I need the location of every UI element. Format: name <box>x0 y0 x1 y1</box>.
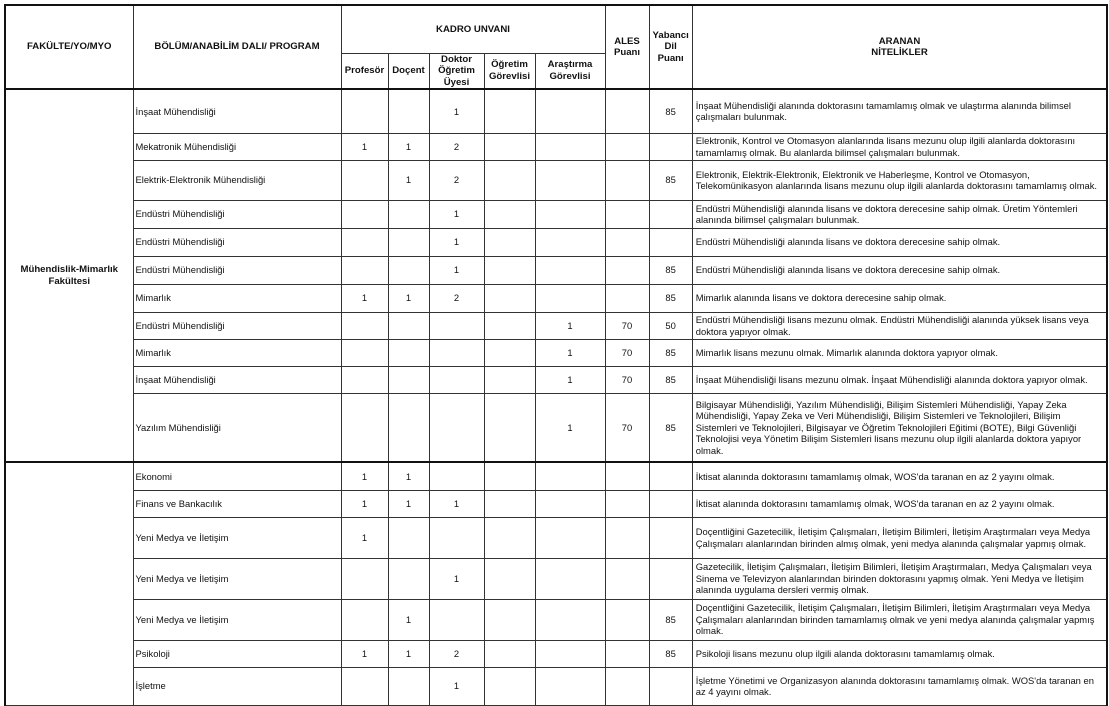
table-row <box>5 228 1107 256</box>
header-arastirma-gorevlisi: Araştırma Görevlisi <box>535 53 605 89</box>
program-cell: Psikoloji <box>133 640 341 667</box>
arastirma-gorevlisi-cell <box>535 667 605 705</box>
docent-cell <box>388 667 429 705</box>
table-row <box>5 284 1107 312</box>
ogretim-gorevlisi-cell <box>484 599 535 640</box>
table-row <box>5 490 1107 517</box>
header-aranan-nitelikler: ARANAN NİTELİKLER <box>692 5 1107 89</box>
aranan-nitelikler-cell: Elektronik, Elektrik-Elektronik, Elektronik ve Haberleşme, Kontrol ve Otomasyon, Telekomünikasyon alanlarında lisans mezunu olup ilgili alanlarda doktorasını tamamlamış olmak. <box>692 160 1107 200</box>
yabanci-dil-cell: 85 <box>649 599 692 640</box>
docent-cell <box>388 312 429 339</box>
ales-cell <box>605 284 649 312</box>
doktor-ogretim-uyesi-cell: 2 <box>429 284 484 312</box>
yabanci-dil-cell: 85 <box>649 89 692 133</box>
header-doktor-ogretim-uyesi: Doktor Öğretim Üyesi <box>429 53 484 89</box>
program-cell: Yeni Medya ve İletişim <box>133 558 341 599</box>
arastirma-gorevlisi-cell <box>535 160 605 200</box>
program-cell: Yeni Medya ve İletişim <box>133 517 341 558</box>
yabanci-dil-cell <box>649 517 692 558</box>
ales-cell <box>605 558 649 599</box>
doktor-ogretim-uyesi-cell <box>429 393 484 462</box>
yabanci-dil-cell: 50 <box>649 312 692 339</box>
ales-cell <box>605 517 649 558</box>
profesor-cell <box>341 599 388 640</box>
arastirma-gorevlisi-cell <box>535 89 605 133</box>
profesor-cell <box>341 256 388 284</box>
doktor-ogretim-uyesi-cell: 1 <box>429 667 484 705</box>
table-row <box>5 517 1107 558</box>
table-row <box>5 256 1107 284</box>
yabanci-dil-cell: 85 <box>649 256 692 284</box>
ales-cell: 70 <box>605 393 649 462</box>
aranan-nitelikler-cell: Mimarlık alanında lisans ve doktora derecesine sahip olmak. <box>692 284 1107 312</box>
doktor-ogretim-uyesi-cell <box>429 366 484 393</box>
ogretim-gorevlisi-cell <box>484 393 535 462</box>
ogretim-gorevlisi-cell <box>484 339 535 366</box>
ales-cell <box>605 667 649 705</box>
aranan-nitelikler-cell: Elektronik, Kontrol ve Otomasyon alanlarında lisans mezunu olup ilgili alanlarda doktorasını tamamlamış olmak. Bu alanlarda bilimsel çalışmaları bulunmak. <box>692 133 1107 160</box>
ales-cell <box>605 200 649 228</box>
doktor-ogretim-uyesi-cell: 1 <box>429 256 484 284</box>
header-ogretim-gorevlisi: Öğretim Görevlisi <box>484 53 535 89</box>
table-row <box>5 160 1107 200</box>
arastirma-gorevlisi-cell: 1 <box>535 312 605 339</box>
ogretim-gorevlisi-cell <box>484 366 535 393</box>
program-cell: İnşaat Mühendisliği <box>133 366 341 393</box>
table-row <box>5 133 1107 160</box>
program-cell: Elektrik-Elektronik Mühendisliği <box>133 160 341 200</box>
docent-cell: 1 <box>388 490 429 517</box>
ogretim-gorevlisi-cell <box>484 640 535 667</box>
doktor-ogretim-uyesi-cell: 1 <box>429 89 484 133</box>
table-row <box>5 366 1107 393</box>
profesor-cell <box>341 89 388 133</box>
yabanci-dil-cell: 85 <box>649 366 692 393</box>
aranan-nitelikler-cell: Doçentliğini Gazetecilik, İletişim Çalışmaları, İletişim Bilimleri, İletişim Araştırmaları veya Medya Çalışmaları alanlarından birinden almış olmak, yeni medya alanında çalışmalar yapmış olmak. <box>692 517 1107 558</box>
program-cell: Endüstri Mühendisliği <box>133 256 341 284</box>
aranan-nitelikler-cell: Endüstri Mühendisliği lisans mezunu olmak. Endüstri Mühendisliği alanında yüksek lisans veya doktora yapıyor olmak. <box>692 312 1107 339</box>
aranan-nitelikler-cell: İktisat alanında doktorasını tamamlamış olmak, WOS'da taranan en az 2 yayını olmak. <box>692 462 1107 490</box>
aranan-nitelikler-cell: Endüstri Mühendisliği alanında lisans ve doktora derecesine sahip olmak. Üretim Yöntemleri alanında bilimsel çalışmaları bulunmak. <box>692 200 1107 228</box>
table-row <box>5 312 1107 339</box>
header-yabanci-dil: Yabancı Dil Puanı <box>649 5 692 89</box>
aranan-nitelikler-cell: İnşaat Mühendisliği alanında doktorasını tamamlamış olmak ve ulaştırma alanında bilimsel çalışmaları bulunmak. <box>692 89 1107 133</box>
aranan-nitelikler-cell: Doçentliğini Gazetecilik, İletişim Çalışmaları, İletişim Bilimleri, İletişim Araştırmaları veya Medya Çalışmaları alanlarından birinden tamamlamış olmak ve yeni medya alanında çalışmalar yapmış olmak. <box>692 599 1107 640</box>
arastirma-gorevlisi-cell <box>535 228 605 256</box>
table-row <box>5 339 1107 366</box>
ogretim-gorevlisi-cell <box>484 256 535 284</box>
doktor-ogretim-uyesi-cell: 1 <box>429 200 484 228</box>
profesor-cell <box>341 228 388 256</box>
doktor-ogretim-uyesi-cell <box>429 599 484 640</box>
doktor-ogretim-uyesi-cell: 2 <box>429 640 484 667</box>
table-row <box>5 558 1107 599</box>
docent-cell: 1 <box>388 599 429 640</box>
docent-cell <box>388 366 429 393</box>
aranan-nitelikler-cell: Gazetecilik, İletişim Çalışmaları, İletişim Bilimleri, İletişim Araştırmaları, Medya Çalışmaları veya Sinema ve Televizyon alanlarından birinden doktorasını yapmış olmak. Yeni Medya ve İletişim alanında uygulama dersleri vermiş olmak. <box>692 558 1107 599</box>
doktor-ogretim-uyesi-cell <box>429 517 484 558</box>
arastirma-gorevlisi-cell: 1 <box>535 366 605 393</box>
docent-cell <box>388 200 429 228</box>
header-faculty: FAKÜLTE/YO/MYO <box>5 5 133 89</box>
faculty-cell: Mühendislik-Mimarlık Fakültesi <box>5 89 133 462</box>
docent-cell: 1 <box>388 284 429 312</box>
profesor-cell: 1 <box>341 640 388 667</box>
yabanci-dil-cell <box>649 667 692 705</box>
arastirma-gorevlisi-cell <box>535 133 605 160</box>
table-row <box>5 462 1107 490</box>
table-row <box>5 599 1107 640</box>
arastirma-gorevlisi-cell <box>535 256 605 284</box>
table-row <box>5 200 1107 228</box>
ogretim-gorevlisi-cell <box>484 200 535 228</box>
ogretim-gorevlisi-cell <box>484 312 535 339</box>
arastirma-gorevlisi-cell <box>535 558 605 599</box>
ales-cell <box>605 599 649 640</box>
profesor-cell: 1 <box>341 517 388 558</box>
ales-cell <box>605 490 649 517</box>
header-kadro-unvani: KADRO UNVANI <box>341 5 605 53</box>
aranan-nitelikler-cell: İktisat alanında doktorasını tamamlamış olmak, WOS'da taranan en az 2 yayını olmak. <box>692 490 1107 517</box>
aranan-nitelikler-cell: İşletme Yönetimi ve Organizasyon alanında doktorasını tamamlamış olmak. WOS'da taranan en az 4 yayını olmak. <box>692 667 1107 705</box>
ales-cell: 70 <box>605 312 649 339</box>
ales-cell <box>605 133 649 160</box>
yabanci-dil-cell: 85 <box>649 339 692 366</box>
arastirma-gorevlisi-cell <box>535 462 605 490</box>
docent-cell <box>388 517 429 558</box>
docent-cell <box>388 89 429 133</box>
docent-cell: 1 <box>388 462 429 490</box>
program-cell: Yeni Medya ve İletişim <box>133 599 341 640</box>
profesor-cell <box>341 558 388 599</box>
table-row <box>5 640 1107 667</box>
doktor-ogretim-uyesi-cell <box>429 462 484 490</box>
program-cell: Mimarlık <box>133 339 341 366</box>
aranan-nitelikler-cell: Mimarlık lisans mezunu olmak. Mimarlık alanında doktora yapıyor olmak. <box>692 339 1107 366</box>
profesor-cell <box>341 312 388 339</box>
staff-positions-table <box>4 4 1108 706</box>
ogretim-gorevlisi-cell <box>484 667 535 705</box>
yabanci-dil-cell <box>649 558 692 599</box>
profesor-cell: 1 <box>341 490 388 517</box>
ales-cell: 70 <box>605 339 649 366</box>
arastirma-gorevlisi-cell <box>535 517 605 558</box>
docent-cell: 1 <box>388 133 429 160</box>
program-cell: Endüstri Mühendisliği <box>133 312 341 339</box>
table-row <box>5 667 1107 705</box>
ales-cell: 70 <box>605 366 649 393</box>
header-program: BÖLÜM/ANABİLİM DALI/ PROGRAM <box>133 5 341 89</box>
ales-cell <box>605 160 649 200</box>
arastirma-gorevlisi-cell <box>535 284 605 312</box>
docent-cell: 1 <box>388 160 429 200</box>
arastirma-gorevlisi-cell: 1 <box>535 339 605 366</box>
aranan-nitelikler-cell: Endüstri Mühendisliği alanında lisans ve doktora derecesine sahip olmak. <box>692 228 1107 256</box>
program-cell: İşletme <box>133 667 341 705</box>
ales-cell <box>605 89 649 133</box>
profesor-cell <box>341 160 388 200</box>
ogretim-gorevlisi-cell <box>484 517 535 558</box>
ogretim-gorevlisi-cell <box>484 133 535 160</box>
aranan-nitelikler-cell: İnşaat Mühendisliği lisans mezunu olmak. İnşaat Mühendisliği alanında doktora yapıyor olmak. <box>692 366 1107 393</box>
yabanci-dil-cell: 85 <box>649 160 692 200</box>
ales-cell <box>605 462 649 490</box>
profesor-cell: 1 <box>341 462 388 490</box>
profesor-cell <box>341 393 388 462</box>
ogretim-gorevlisi-cell <box>484 558 535 599</box>
profesor-cell <box>341 366 388 393</box>
profesor-cell <box>341 339 388 366</box>
table-body <box>5 89 1107 705</box>
arastirma-gorevlisi-cell <box>535 599 605 640</box>
docent-cell <box>388 256 429 284</box>
program-cell: Mimarlık <box>133 284 341 312</box>
yabanci-dil-cell <box>649 133 692 160</box>
doktor-ogretim-uyesi-cell: 2 <box>429 160 484 200</box>
ogretim-gorevlisi-cell <box>484 160 535 200</box>
doktor-ogretim-uyesi-cell: 1 <box>429 558 484 599</box>
doktor-ogretim-uyesi-cell: 2 <box>429 133 484 160</box>
docent-cell <box>388 339 429 366</box>
header-profesor: Profesör <box>341 53 388 89</box>
profesor-cell <box>341 200 388 228</box>
profesor-cell <box>341 667 388 705</box>
yabanci-dil-cell <box>649 200 692 228</box>
yabanci-dil-cell: 85 <box>649 284 692 312</box>
ogretim-gorevlisi-cell <box>484 462 535 490</box>
arastirma-gorevlisi-cell <box>535 490 605 517</box>
profesor-cell: 1 <box>341 284 388 312</box>
docent-cell <box>388 393 429 462</box>
docent-cell: 1 <box>388 640 429 667</box>
yabanci-dil-cell: 85 <box>649 393 692 462</box>
docent-cell <box>388 228 429 256</box>
ales-cell <box>605 228 649 256</box>
ogretim-gorevlisi-cell <box>484 284 535 312</box>
yabanci-dil-cell <box>649 462 692 490</box>
doktor-ogretim-uyesi-cell <box>429 312 484 339</box>
ogretim-gorevlisi-cell <box>484 490 535 517</box>
table-row <box>5 393 1107 462</box>
yabanci-dil-cell: 85 <box>649 640 692 667</box>
header-docent: Doçent <box>388 53 429 89</box>
program-cell: İnşaat Mühendisliği <box>133 89 341 133</box>
program-cell: Endüstri Mühendisliği <box>133 228 341 256</box>
profesor-cell: 1 <box>341 133 388 160</box>
doktor-ogretim-uyesi-cell: 1 <box>429 490 484 517</box>
ogretim-gorevlisi-cell <box>484 89 535 133</box>
program-cell: Mekatronik Mühendisliği <box>133 133 341 160</box>
yabanci-dil-cell <box>649 228 692 256</box>
arastirma-gorevlisi-cell <box>535 640 605 667</box>
aranan-nitelikler-cell: Psikoloji lisans mezunu olup ilgili alanda doktorasını tamamlamış olmak. <box>692 640 1107 667</box>
program-cell: Ekonomi <box>133 462 341 490</box>
program-cell: Endüstri Mühendisliği <box>133 200 341 228</box>
arastirma-gorevlisi-cell: 1 <box>535 393 605 462</box>
aranan-nitelikler-cell: Endüstri Mühendisliği alanında lisans ve doktora derecesine sahip olmak. <box>692 256 1107 284</box>
docent-cell <box>388 558 429 599</box>
aranan-nitelikler-cell: Bilgisayar Mühendisliği, Yazılım Mühendisliği, Bilişim Sistemleri Mühendisliği, Yapay Zeka Mühendisliği, Yapay Zeka ve Veri Mühendisliği, Bilişim Sistemleri ve Teknolojileri, Bilişim Sistemleri ve Teknolojileri, Bilgisayar ve Öğretim Teknolojileri Eğitimi (BOTE), Bilgi Güvenliği Teknolojisi veya Yönetim Bilişim Sistemleri lisans mezunu olup ilgili alanlarda doktora yapıyor olmak. <box>692 393 1107 462</box>
faculty-cell <box>5 462 133 705</box>
yabanci-dil-cell <box>649 490 692 517</box>
table-row <box>5 89 1107 133</box>
doktor-ogretim-uyesi-cell <box>429 339 484 366</box>
program-cell: Yazılım Mühendisliği <box>133 393 341 462</box>
program-cell: Finans ve Bankacılık <box>133 490 341 517</box>
arastirma-gorevlisi-cell <box>535 200 605 228</box>
ales-cell <box>605 256 649 284</box>
doktor-ogretim-uyesi-cell: 1 <box>429 228 484 256</box>
ales-cell <box>605 640 649 667</box>
ogretim-gorevlisi-cell <box>484 228 535 256</box>
header-ales: ALES Puanı <box>605 5 649 89</box>
